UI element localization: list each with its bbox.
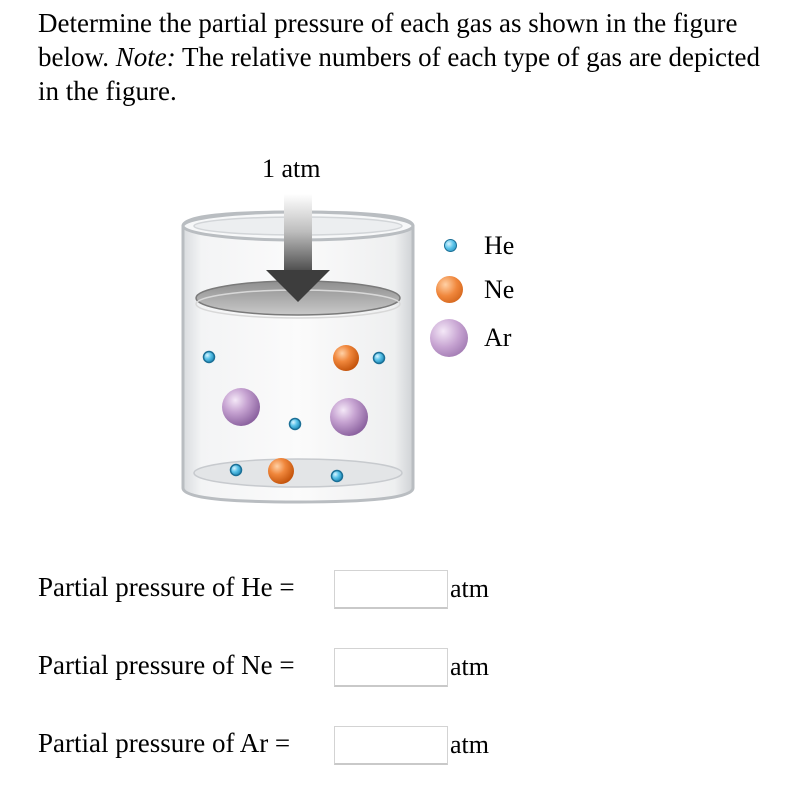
question-part-1: Determine the partial pressure of each gas as shown in the figure below.: [38, 8, 738, 72]
answer-label-argon: Partial pressure of Ar =: [38, 728, 291, 758]
legend-neon: [428, 270, 514, 310]
helium-legend-icon: [428, 226, 472, 266]
argon-pressure-input[interactable]: [334, 726, 448, 765]
neon-pressure-input[interactable]: [334, 648, 448, 687]
helium-particle: [204, 352, 215, 363]
answer-label-helium: Partial pressure of He =: [38, 572, 295, 602]
helium-particle: [374, 353, 385, 364]
argon-particle: [222, 388, 260, 426]
answer-row-argon: [38, 726, 638, 766]
legend-helium: [428, 226, 514, 266]
question-text: [38, 6, 778, 108]
answer-row-helium: [38, 570, 638, 610]
question-note-label: Note:: [115, 42, 176, 72]
gas-mixture-figure: [0, 140, 600, 520]
helium-particle: [332, 471, 343, 482]
answer-unit-helium: atm: [450, 574, 489, 603]
legend-argon: [428, 318, 511, 358]
legend-label-neon: Ne: [484, 275, 515, 304]
question-part-2: The relative numbers of each type of gas are depicted in the figure.: [38, 42, 760, 106]
helium-particle: [231, 465, 242, 476]
neon-legend-icon: [428, 270, 472, 310]
legend-label-helium: He: [484, 231, 515, 260]
answer-unit-argon: atm: [450, 730, 489, 759]
answer-unit-neon: atm: [450, 652, 489, 681]
argon-legend-icon: [428, 318, 472, 358]
answer-row-neon: [38, 648, 638, 688]
helium-particle: [290, 419, 301, 430]
neon-particle: [333, 345, 359, 371]
argon-particle: [330, 398, 368, 436]
neon-particle: [268, 458, 294, 484]
answer-label-neon: Partial pressure of Ne =: [38, 650, 295, 680]
helium-pressure-input[interactable]: [334, 570, 448, 609]
pressure-label: 1 atm: [262, 154, 321, 183]
legend-label-argon: Ar: [484, 323, 512, 352]
